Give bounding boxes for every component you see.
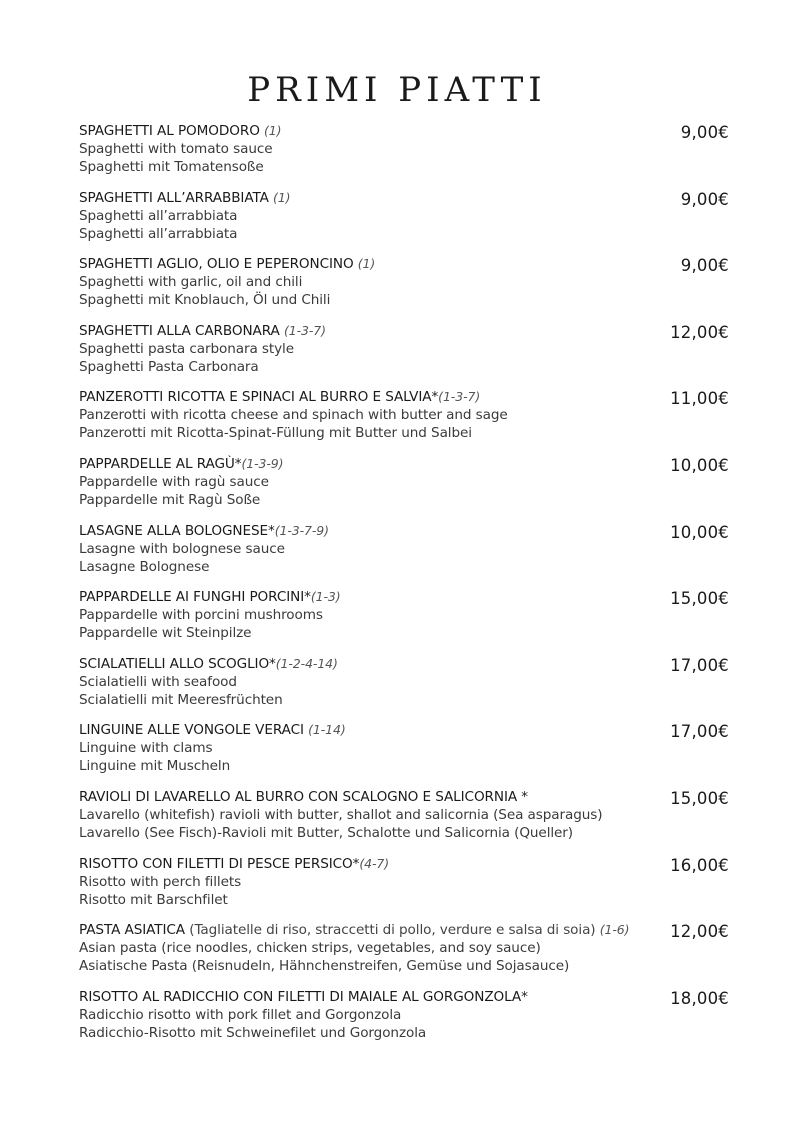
allergen-codes: (4-7) (359, 855, 389, 871)
description-en: Scialatielli with seafood (79, 673, 237, 690)
dish-name: LINGUINE ALLE VONGOLE VERACI (79, 722, 309, 739)
description-de: Spaghetti Pasta Carbonara (79, 358, 259, 375)
description-de: Lavarello (See Fisch)-Ravioli mit Butter, Schalotte und Salicornia (Queller) (79, 824, 574, 841)
allergen-codes: (1-3-9) (241, 455, 284, 471)
allergen-codes: (1-6) (599, 922, 630, 938)
menu-item (79, 522, 729, 589)
dish-name-line (79, 255, 729, 276)
description-de: Scialatielli mit Meeresfrüchten (79, 691, 283, 708)
allergen-codes: (1-3-7-9) (274, 522, 329, 538)
price: 10,00€ (670, 455, 729, 475)
dish-name: PAPPARDELLE AI FUNGHI PORCINI* (79, 589, 311, 606)
description-de: Risotto mit Barschfilet (79, 891, 228, 908)
description-en: Panzerotti with ricotta cheese and spinach with butter and sage (79, 407, 508, 424)
description-de: Spaghetti mit Tomatensoße (79, 159, 264, 175)
dish-name-line (79, 122, 729, 140)
dish-name-line (79, 455, 729, 473)
description-de: Pappardelle mit Ragù Soße (79, 491, 261, 508)
price: 11,00€ (670, 389, 729, 409)
description-en: Spaghetti all’arrabbiata (79, 207, 238, 224)
description-de: Linguine mit Muscheln (79, 758, 231, 775)
dish-name-line (79, 588, 729, 609)
dish-name: SPAGHETTI AL POMODORO (79, 123, 265, 139)
menu-item (79, 588, 729, 655)
menu-item (79, 122, 729, 189)
allergen-codes: (1-2-4-14) (275, 655, 338, 671)
dish-name-line (79, 721, 729, 742)
description-de: Lasagne Bolognese (79, 558, 210, 575)
description-de: Spaghetti mit Knoblauch, Öl und Chili (79, 292, 331, 309)
price: 18,00€ (670, 988, 729, 1008)
allergen-codes: (1) (273, 189, 291, 205)
price: 9,00€ (680, 256, 729, 276)
dish-name: RISOTTO AL RADICCHIO CON FILETTI DI MAIALE AL GORGONZOLA* (79, 988, 528, 1005)
allergen-codes: (1) (264, 123, 282, 138)
dish-name-line (79, 921, 729, 942)
dish-name: RAVIOLI DI LAVARELLO AL BURRO CON SCALOGNO E SALICORNIA * (79, 788, 528, 805)
dish-name-line (79, 522, 729, 540)
description-en: Spaghetti pasta carbonara style (79, 340, 294, 357)
page-title: PRIMI PIATTI (247, 70, 547, 110)
dish-name: SPAGHETTI AGLIO, OLIO E PEPERONCINO (79, 256, 358, 273)
dish-details: (Tagliatelle di riso, straccetti di pollo, verdure e salsa di soia) (189, 922, 600, 939)
dish-name: LASAGNE ALLA BOLOGNESE* (79, 522, 275, 539)
dish-name: RISOTTO CON FILETTI DI PESCE PERSICO* (79, 855, 360, 872)
dish-name-line (79, 788, 729, 806)
dish-name-line (79, 655, 729, 673)
dish-name: PAPPARDELLE AL RAGÙ* (79, 455, 242, 472)
description-de: Radicchio-Risotto mit Schweinefilet und Gorgonzola (79, 1024, 427, 1041)
price: 17,00€ (670, 722, 729, 742)
dish-name-line (79, 322, 729, 340)
price: 17,00€ (670, 655, 729, 675)
description-en: Risotto with perch fillets (79, 873, 242, 890)
description-en: Spaghetti with tomato sauce (79, 141, 273, 157)
dish-name-line (79, 388, 729, 409)
description-en: Lavarello (whitefish) ravioli with butter, shallot and salicornia (Sea asparagus) (79, 806, 603, 823)
price: 12,00€ (670, 922, 729, 942)
menu-item (79, 322, 729, 389)
dish-name: PASTA ASIATICA (79, 922, 190, 939)
dish-name: SPAGHETTI ALL’ARRABBIATA (79, 189, 274, 206)
menu-item (79, 189, 729, 256)
dish-name-line (79, 855, 729, 873)
menu-item (79, 921, 729, 988)
description-en: Pappardelle with ragù sauce (79, 473, 269, 490)
menu-item (79, 255, 729, 322)
menu-item (79, 721, 729, 788)
description-en: Spaghetti with garlic, oil and chili (79, 274, 303, 291)
price: 15,00€ (670, 788, 729, 808)
menu-item (79, 388, 729, 455)
price: 15,00€ (670, 589, 729, 609)
description-en: Radicchio risotto with pork fillet and Gorgonzola (79, 1006, 402, 1023)
price: 16,00€ (670, 855, 729, 875)
menu-item (79, 988, 729, 1055)
dish-name: SCIALATIELLI ALLO SCOGLIO* (79, 655, 276, 672)
dish-name: PANZEROTTI RICOTTA E SPINACI AL BURRO E SALVIA* (79, 389, 439, 406)
description-de: Pappardelle wit Steinpilze (79, 625, 252, 642)
menu-list (79, 122, 729, 1054)
dish-name-line (79, 189, 729, 207)
description-de: Asiatische Pasta (Reisnudeln, Hähnchenstreifen, Gemüse und Sojasauce) (79, 958, 570, 975)
price: 9,00€ (680, 189, 729, 209)
description-en: Asian pasta (rice noodles, chicken strips, vegetables, and soy sauce) (79, 940, 541, 957)
menu-item (79, 655, 729, 722)
price: 12,00€ (670, 322, 729, 342)
allergen-codes: (1) (357, 256, 376, 272)
allergen-codes: (1-3-7) (438, 389, 481, 405)
menu-item (79, 788, 729, 855)
description-de: Spaghetti all’arrabbiata (79, 225, 238, 242)
allergen-codes: (1-3-7) (283, 322, 326, 338)
price: 9,00€ (680, 123, 729, 142)
description-en: Pappardelle with porcini mushrooms (79, 607, 323, 624)
dish-name: SPAGHETTI ALLA CARBONARA (79, 322, 284, 339)
description-en: Linguine with clams (79, 740, 213, 757)
allergen-codes: (1-14) (308, 722, 346, 738)
menu-item (79, 855, 729, 922)
description-de: Panzerotti mit Ricotta-Spinat-Füllung mit Butter und Salbei (79, 425, 472, 442)
price: 10,00€ (670, 522, 729, 542)
description-en: Lasagne with bolognese sauce (79, 540, 285, 557)
menu-item (79, 455, 729, 522)
dish-name-line (79, 988, 729, 1006)
allergen-codes: (1-3) (310, 589, 341, 605)
